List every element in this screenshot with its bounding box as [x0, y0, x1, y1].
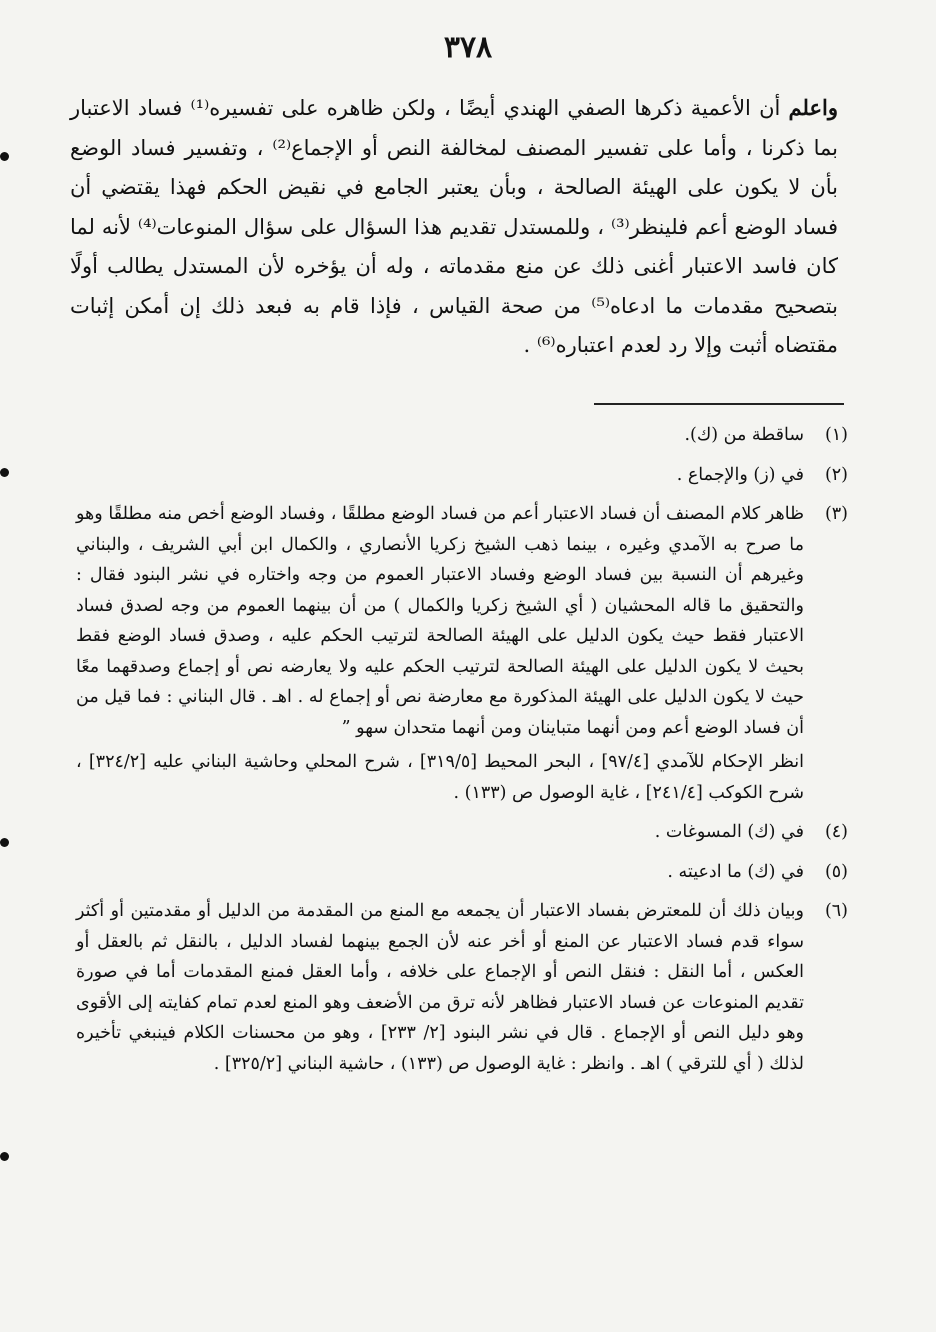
binding-hole-mark [0, 1152, 9, 1161]
footnote-5 [76, 857, 848, 888]
footnote-number: (٥) [824, 861, 848, 882]
footnote-number: (١) [824, 425, 848, 445]
binding-hole-mark [0, 152, 9, 161]
main-body: أن الأعمية ذكرها الصفي الهندي أيضًا ، ولكن ظاهره على تفسيره⁽¹⁾ فساد الاعتبار بما ذكرنا ، وأما على تفسير المصنف لمخالفة النص أو الإجماع⁽²⁾ ، وتفسير فساد الوضع بأن لا يكون على الهيئة الصالحة ، وبأن يعتبر الجامع في نقيض الحكم فهذا يقتضي أن فساد الوضع أعم فلينظر⁽³⁾ ، وللمستدل تقديم هذا السؤال على سؤال المنوعات⁽⁴⁾ لأنه لما كان فاسد الاعتبار أغنى ذلك عن منع مقدماته ، وله أن يؤخره لأن المستدل يطالب أولًا بتصحيح مقدمات ما ادعاه⁽⁵⁾ من صحة القياس ، فإذا قام به فبعد ذلك إن أمكن إثبات مقتضاه أثبت وإلا رد لعدم اعتباره⁽⁶⁾ . [70, 96, 838, 357]
footnote-text: في (ك) المسوغات . [654, 822, 804, 842]
footnote-text: في (ز) والإجماع . [676, 464, 804, 485]
footnote-number: (٦) [824, 901, 848, 921]
footnote-2 [76, 460, 848, 491]
footnote-separator [594, 403, 844, 405]
footnote-number: (٤) [824, 822, 848, 842]
binding-hole-mark [0, 838, 9, 847]
footnote-number: (٢) [824, 464, 848, 485]
footnote-references: انظر الإحكام للآمدي [٩٧/٤] ، البحر المحيط [٣١٩/٥] ، شرح المحلي وحاشية البناني عليه [٣٢٤/٢] ، شرح الكوكب [٢٤١/٤] ، غاية الوصول ص (١٣٣) . [76, 752, 804, 803]
footnote-text: وبيان ذلك أن للمعترض بفساد الاعتبار أن يجمعه مع المنع من المقدمة من الدليل أو مقدمتين أو أكثر سواء قدم فساد الاعتبار عن المنع أو أخر عنه لأن الجمع بينهما لفساد الدليل ، بالنقل ثم بالعقل أو العكس ، أما النقل : فنقل النص أو الإجماع على خلافه ، وأما العقل فمنع المقدمات أما في صورة تقديم المنوعات عن فساد الاعتبار فظاهر لأنه ترق من الأضعف وهو المنع لعدم تمام كفايته إلى الأقوى وهو دليل النص أو الإجماع . قال في نشر البنود [٢/ ٢٣٣] ، وهو من محسنات الكلام فينبغي تأخيره لذلك ( أي للترقي ) اهـ . وانظر : غاية الوصول ص (١٣٣) ، حاشية البناني [٣٢٥/٢] . [76, 901, 804, 1074]
footnote-4 [76, 817, 848, 848]
lead-word: واعلم [788, 95, 838, 120]
footnote-1 [76, 420, 848, 451]
footnote-6 [76, 896, 848, 1079]
main-text [70, 88, 838, 366]
footnotes [76, 420, 848, 1088]
binding-hole-mark [0, 468, 9, 477]
footnote-text: ساقطة من (ك). [684, 425, 804, 445]
page-number: ٣٧٨ [443, 30, 493, 65]
footnote-3 [76, 499, 848, 808]
footnote-number: (٣) [824, 504, 848, 524]
footnote-text: في (ك) ما ادعيته . [667, 861, 804, 882]
footnote-text: ظاهر كلام المصنف أن فساد الاعتبار أعم من فساد الوضع مطلقًا ، وفساد الوضع أخص منه مطلقًا وهو ما صرح به الآمدي وغيره ، بينما ذهب الشيخ زكريا الأنصاري ، والكمال ابن أبي الشريف ، والبناني وغيرهم أن النسبة بين فساد الوضع وفساد الاعتبار العموم من وجه واختاره في نشر البنود فقال : والتحقيق ما قاله المحشيان ( أي الشيخ زكريا والكمال ) من أن بينهما العموم من وجه لصدق فساد الاعتبار فقط حيث يكون الدليل على الهيئة الصالحة لترتيب الحكم عليه ، وصدق فساد الوضع فقط بحيث لا يكون الدليل على الهيئة الصالحة لترتيب الحكم عليه ولا يعارضه نص أو إجماع وصدقهما معًا حيث لا يكون الدليل على الهيئة المذكورة مع معارضة نص أو إجماع له . اهـ . قال البناني : فما قيل من أن فساد الوضع أعم ومن أنهما متباينان ومن أنهما متحدان سهو ” [76, 504, 805, 738]
main-paragraph [70, 88, 838, 366]
